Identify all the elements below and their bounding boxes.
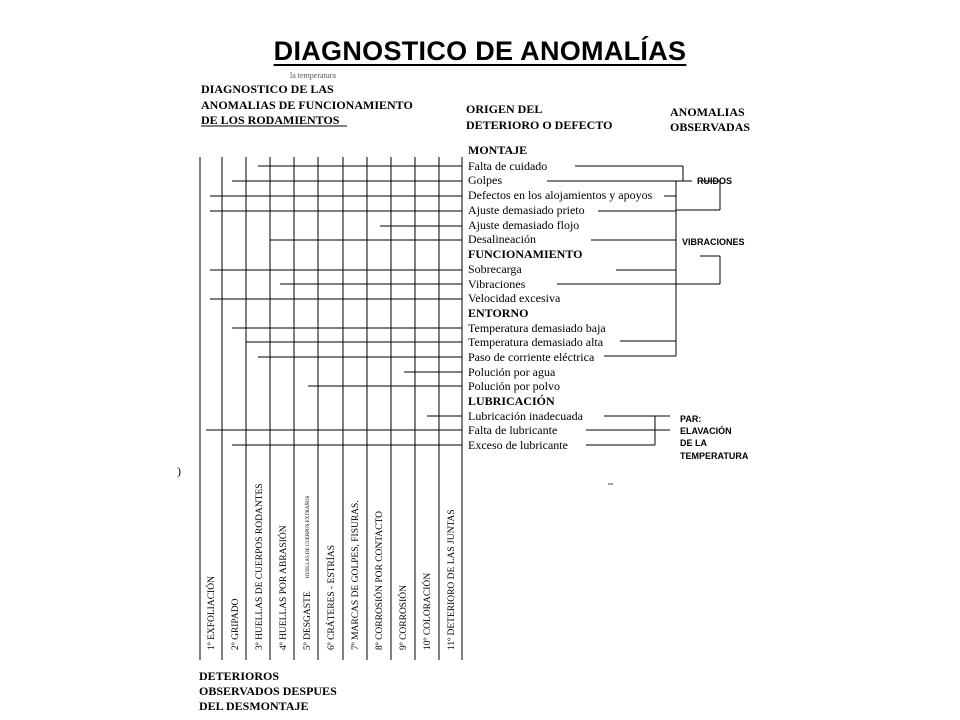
column-label: 5º DESGASTE xyxy=(303,591,313,650)
anomaly-ruidos: RUIDOS xyxy=(697,176,733,186)
connector-lines xyxy=(200,157,720,660)
cause-item: Lubricación inadecuada xyxy=(468,409,583,423)
cause-item: Velocidad excesiva xyxy=(468,291,561,305)
origin-header-line-1: ORIGEN DEL xyxy=(466,102,543,116)
anomalies-header xyxy=(670,105,750,134)
cause-item: Paso de corriente eléctrica xyxy=(468,350,595,364)
footer-line-3: DEL DESMONTAJE xyxy=(199,699,309,713)
footer-line-1: DETERIOROS xyxy=(199,669,280,683)
cause-item: Sobrecarga xyxy=(468,262,522,276)
anomaly-par xyxy=(680,414,749,461)
footer-line-2: OBSERVADOS DESPUES xyxy=(199,684,337,698)
anomaly-par-line-2: ELAVACIÓN xyxy=(680,426,732,436)
cause-item: Temperatura demasiado baja xyxy=(468,321,606,335)
column-labels xyxy=(205,483,457,650)
column-label: 6º CRÁTERES - ESTRÍAS xyxy=(327,544,337,650)
anomaly-par-line-4: TEMPERATURA xyxy=(680,451,749,461)
origin-header-line-2: DETERIORO O DEFECTO xyxy=(466,118,613,132)
column-label: 11º DETERIORO DE LAS JUNTAS xyxy=(447,509,457,650)
diagram-title-line-2: ANOMALIAS DE FUNCIONAMIENTO xyxy=(201,98,413,112)
scan-fragment: la temperatura xyxy=(290,71,336,80)
footer-label xyxy=(199,669,337,713)
cause-item: Exceso de lubricante xyxy=(468,438,568,452)
column-label: 8º CORROSIÓN POR CONTACTO xyxy=(375,511,385,650)
cause-item: Falta de cuidado xyxy=(468,159,548,173)
cause-item: Falta de lubricante xyxy=(468,423,558,437)
cause-item: Defectos en los alojamientos y apoyos xyxy=(468,188,653,202)
column-label: 1º EXFOLIACIÓN xyxy=(207,576,217,650)
cause-item: Vibraciones xyxy=(468,277,526,291)
cause-list xyxy=(468,143,653,452)
section-title-entorno: ENTORNO xyxy=(468,306,529,320)
cause-item: Desalineación xyxy=(468,232,536,246)
column-label: 4º HUELLAS POR ABRASIÓN xyxy=(279,525,289,650)
section-title-funcionamiento: FUNCIONAMIENTO xyxy=(468,247,583,261)
column-label-small: HUELLAS DE CUERPOS EXTRAÑOS xyxy=(306,495,311,578)
anomaly-par-line-3: DE LA xyxy=(680,438,707,448)
cause-item: Polución por polvo xyxy=(468,379,560,393)
page-title: DIAGNOSTICO DE ANOMALÍAS xyxy=(273,36,687,66)
cause-item: Ajuste demasiado prieto xyxy=(468,203,585,217)
cause-item: Ajuste demasiado flojo xyxy=(468,218,580,232)
cause-item: Temperatura demasiado alta xyxy=(468,335,604,349)
anomalies-header-line-2: OBSERVADAS xyxy=(670,120,751,134)
diagram-title-line-1: DIAGNOSTICO DE LAS xyxy=(201,82,334,96)
scan-mark: ) xyxy=(177,464,181,478)
diagram-title-line-3: DE LOS RODAMIENTOS xyxy=(201,113,340,127)
column-label: 2º GRIPADO xyxy=(231,598,241,650)
origin-header xyxy=(466,102,612,132)
section-title-montaje: MONTAJE xyxy=(468,143,528,157)
column-label: 9º CORROSIÓN xyxy=(399,585,409,650)
anomalies-header-line-1: ANOMALIAS xyxy=(670,105,745,119)
column-label: 7º MARCAS DE GOLPES, FISURAS. xyxy=(351,500,361,650)
cause-item: Polución por agua xyxy=(468,365,556,379)
column-label: 3º HUELLAS DE CUERPOS RODANTES xyxy=(255,483,265,650)
diagram-title xyxy=(201,82,413,127)
anomaly-par-line-1: PAR: xyxy=(680,414,702,424)
anomaly-vibraciones: VIBRACIONES xyxy=(682,237,745,247)
cause-item: Golpes xyxy=(468,173,502,187)
section-title-lubricacion: LUBRICACIÓN xyxy=(468,394,555,408)
column-label: 10º COLORACIÓN xyxy=(423,572,433,650)
